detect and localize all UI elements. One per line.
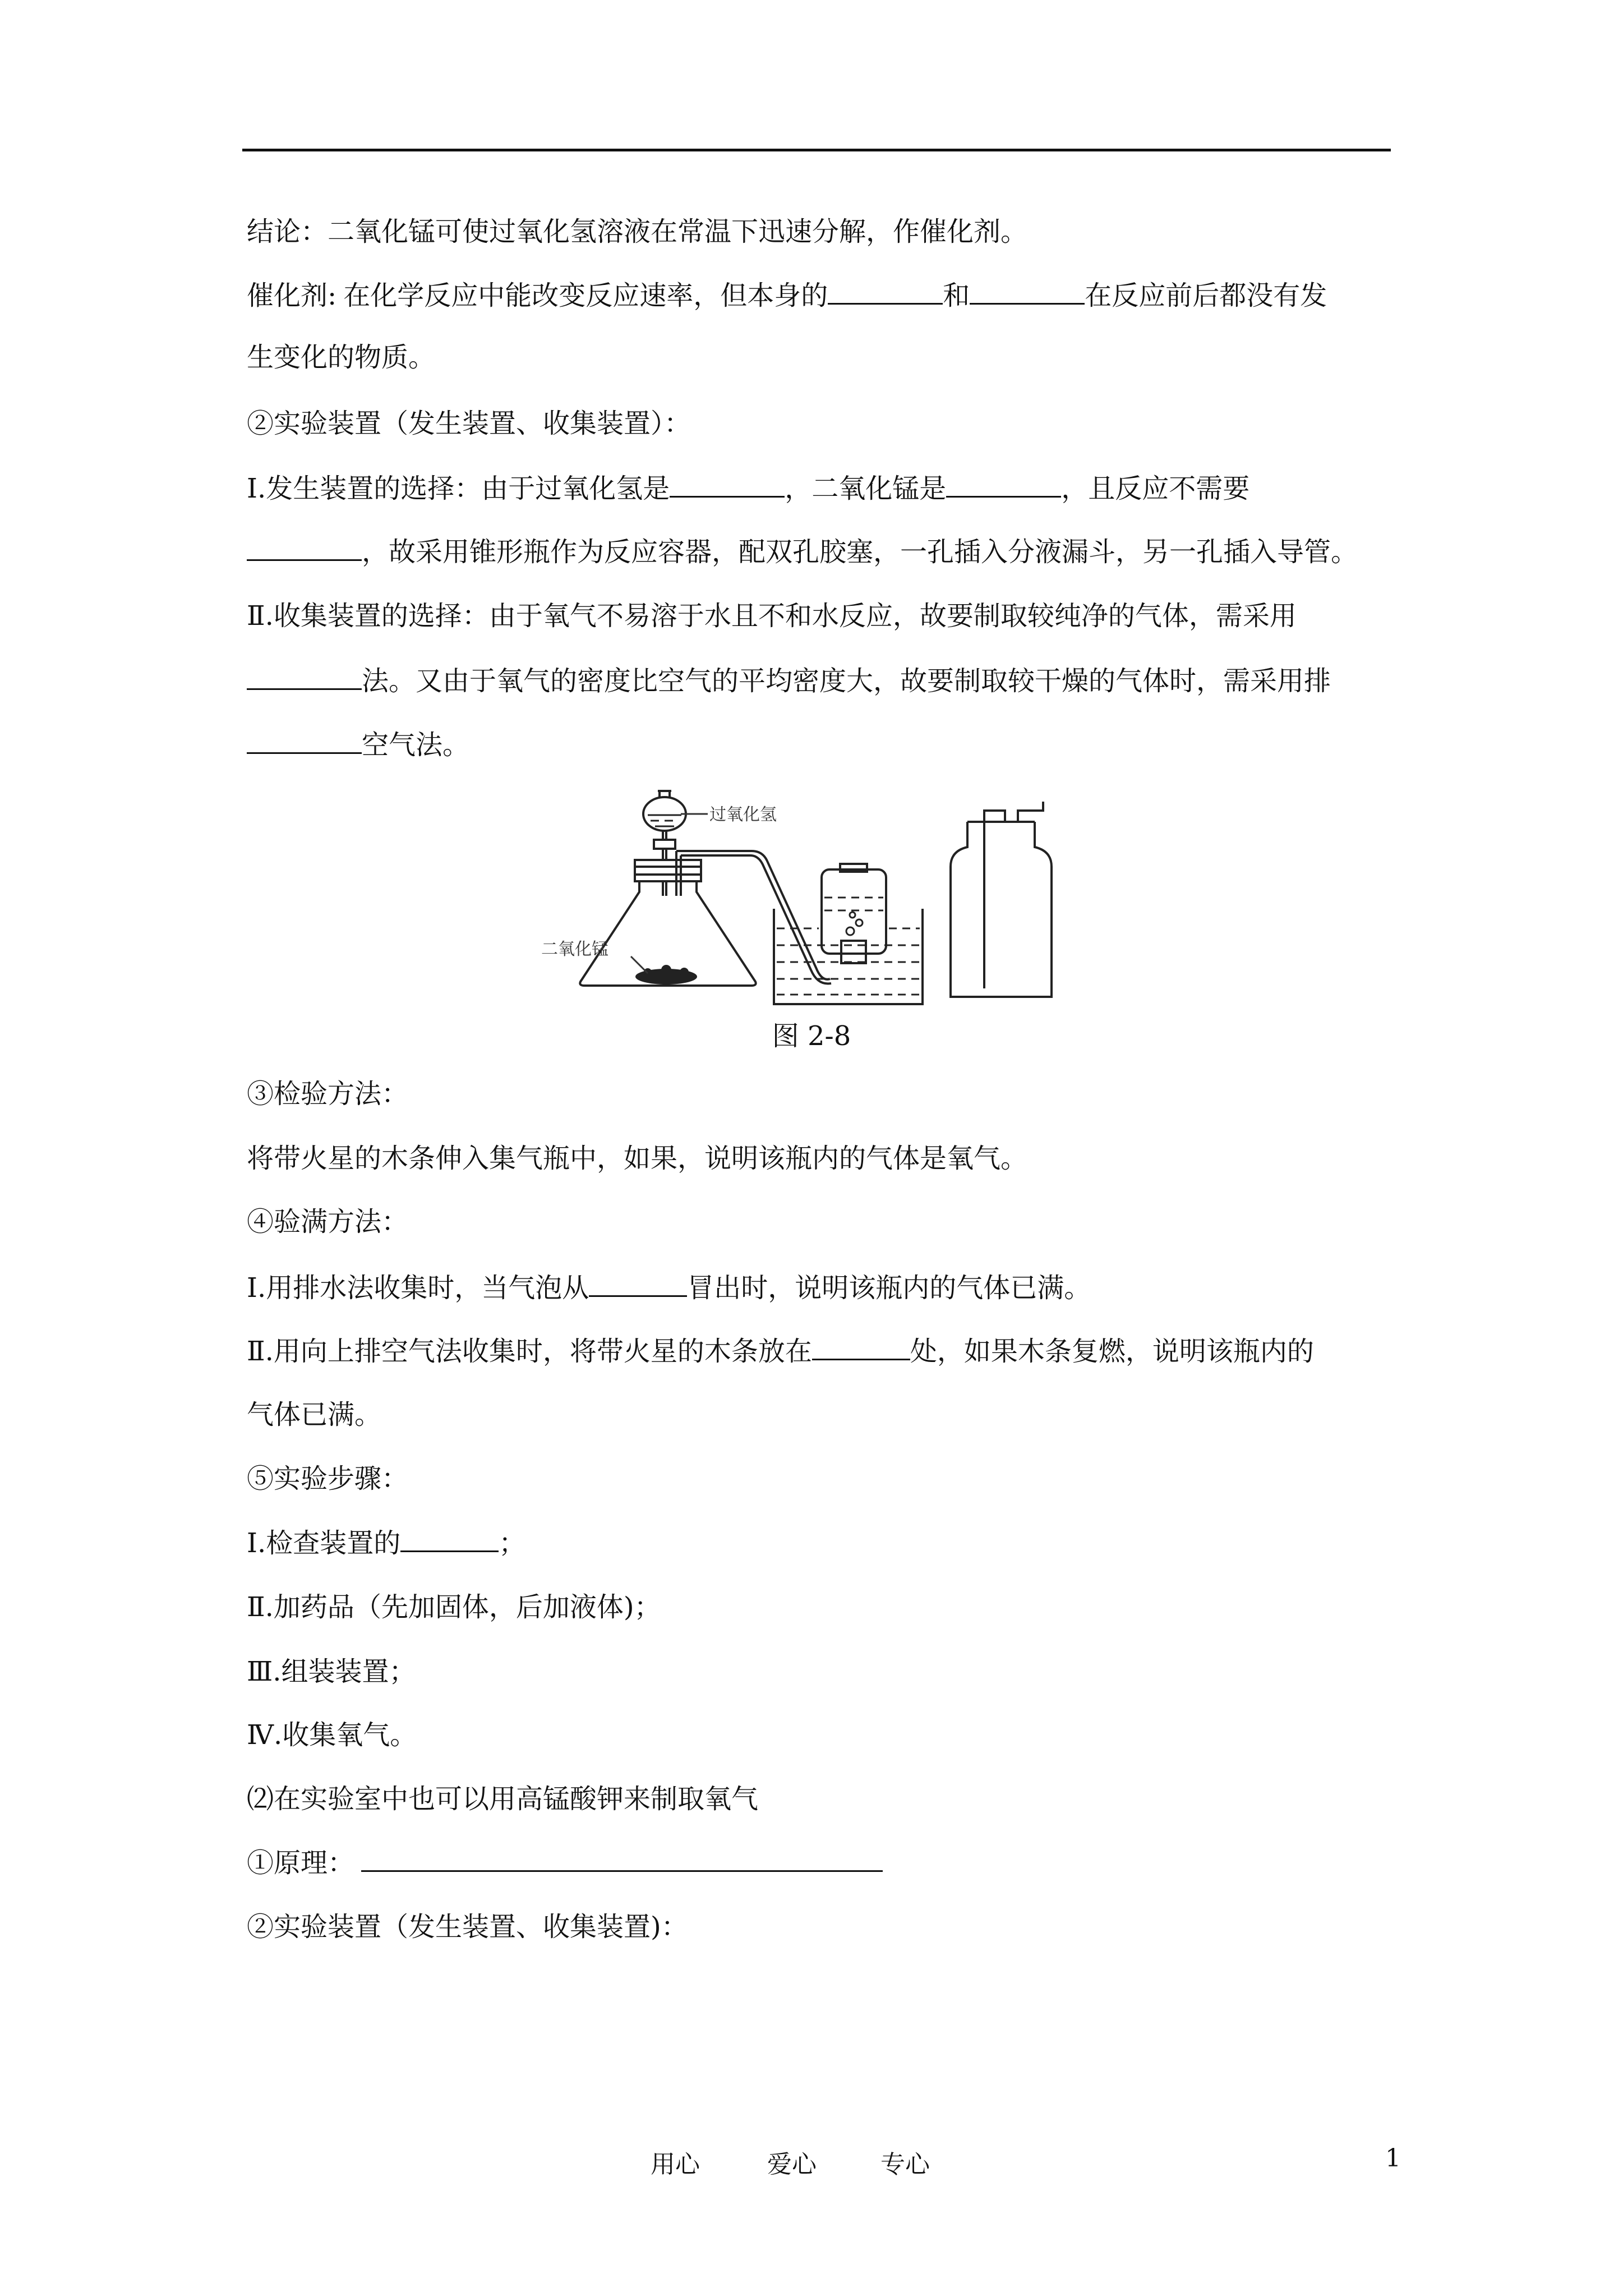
text-fragment: Ⅰ.用排水法收集时，当气泡从	[247, 1272, 589, 1304]
section-heading: ⑵在实验室中也可以用高锰酸钾来制取氧气	[247, 1783, 759, 1815]
text-fragment: 在反应前后都没有发	[1085, 280, 1327, 311]
text-fragment: Ⅳ.收集氧气。	[247, 1719, 417, 1751]
text-fragment: ，故采用锥形瓶作为反应容器，配双孔胶塞，一孔插入分液漏斗，另一孔插入导管。	[362, 536, 1358, 568]
text-fragment: 将带火星的木条伸入集气瓶中，如果，说明该瓶内的气体是氧气。	[247, 1143, 1028, 1174]
fill-blank[interactable]	[812, 1334, 910, 1360]
text-fragment: Ⅱ.收集装置的选择：由于氧气不易溶于水且不和水反应，故要制取较纯净的气体，需采用	[247, 600, 1297, 632]
text-line	[247, 1782, 758, 1816]
footer-right: 专心	[880, 2150, 930, 2179]
text-line	[247, 1910, 688, 1944]
text-fragment: ，二氧化锰是	[785, 473, 947, 504]
fill-blank[interactable]	[970, 278, 1085, 305]
text-line	[247, 599, 1297, 633]
text-line	[247, 1526, 525, 1560]
text-line	[247, 664, 1331, 698]
text-fragment: ；	[499, 1527, 526, 1559]
figure-caption: 图 2-8	[772, 1020, 851, 1052]
term-catalyst: 催化剂	[247, 280, 328, 311]
text-line	[247, 1334, 1314, 1368]
text-line	[247, 471, 1249, 505]
fill-blank[interactable]	[247, 535, 362, 561]
text-line	[247, 215, 1027, 249]
section-heading: ④验满方法：	[247, 1206, 409, 1237]
text-fragment: ①原理：	[247, 1847, 355, 1879]
page-number: 1	[1385, 2144, 1401, 2173]
colon: :	[328, 280, 337, 311]
footer-mid: 爱心	[767, 2150, 817, 2179]
conclusion-text: 结论：二氧化锰可使过氧化氢溶液在常温下迅速分解，作催化剂。	[247, 216, 1028, 247]
text-fragment: Ⅱ.用向上排空气法收集时，将带火星的木条放在	[247, 1336, 812, 1367]
text-fragment: Ⅲ.组装装置；	[247, 1656, 416, 1687]
section-heading: ③检验方法：	[247, 1078, 409, 1110]
text-fragment: ，且反应不需要	[1061, 473, 1250, 504]
text-line	[247, 1142, 1027, 1175]
text-line	[247, 278, 1327, 312]
text-line	[247, 1718, 417, 1752]
text-line	[247, 535, 1358, 569]
footer-left: 用心	[651, 2150, 700, 2179]
text-line	[247, 1590, 661, 1624]
fill-blank[interactable]	[670, 471, 785, 498]
fill-blank[interactable]	[361, 1846, 883, 1872]
text-fragment: Ⅰ.发生装置的选择：由于过氧化氢是	[247, 473, 670, 504]
text-line	[247, 341, 435, 374]
text-line	[247, 1271, 1091, 1305]
apparatus-figure	[538, 788, 1110, 1013]
text-line	[247, 407, 691, 440]
text-line	[247, 1846, 883, 1880]
apparatus-diagram	[538, 788, 1110, 1013]
text-fragment: 冒出时，说明该瓶内的气体已满。	[687, 1272, 1091, 1304]
long-tube	[984, 811, 1005, 988]
section-heading: ②实验装置（发生装置、收集装置）：	[247, 408, 691, 439]
text-fragment: 空气法。	[362, 729, 470, 761]
short-tube	[1018, 802, 1043, 821]
text-line	[247, 1655, 416, 1688]
fill-blank[interactable]	[247, 664, 362, 690]
text-fragment: 处，如果木条复燃，说明该瓶内的	[910, 1336, 1314, 1367]
text-fragment: Ⅰ.检查装置的	[247, 1527, 401, 1559]
label-hydrogen-peroxide: 过氧化氢	[709, 805, 777, 825]
text-fragment: 气体已满。	[247, 1399, 382, 1430]
text-fragment: 和	[943, 280, 970, 311]
text-line	[247, 1462, 408, 1496]
fill-blank[interactable]	[946, 471, 1061, 498]
label-manganese-dioxide: 二氧化锰	[541, 940, 608, 959]
fill-blank[interactable]	[589, 1271, 687, 1297]
fill-blank[interactable]	[828, 278, 943, 305]
text-fragment: 法。又由于氧气的密度比空气的平均密度大，故要制取较干燥的气体时，需采用排	[362, 665, 1331, 697]
header-rule	[242, 149, 1391, 151]
collection-bottle	[951, 822, 1052, 997]
fill-blank[interactable]	[247, 728, 362, 754]
section-heading: ②实验装置（发生装置、收集装置)：	[247, 1911, 688, 1943]
section-heading: ⑤实验步骤：	[247, 1463, 409, 1494]
text-fragment: 在化学反应中能改变反应速率，但本身的	[343, 280, 828, 311]
text-line	[247, 728, 469, 762]
text-fragment: 生变化的物质。	[247, 342, 436, 373]
fill-blank[interactable]	[400, 1526, 499, 1552]
text-line	[247, 1398, 381, 1432]
text-line	[247, 1077, 408, 1111]
text-line	[247, 1205, 408, 1239]
text-fragment: Ⅱ.加药品（先加固体，后加液体)；	[247, 1591, 661, 1623]
